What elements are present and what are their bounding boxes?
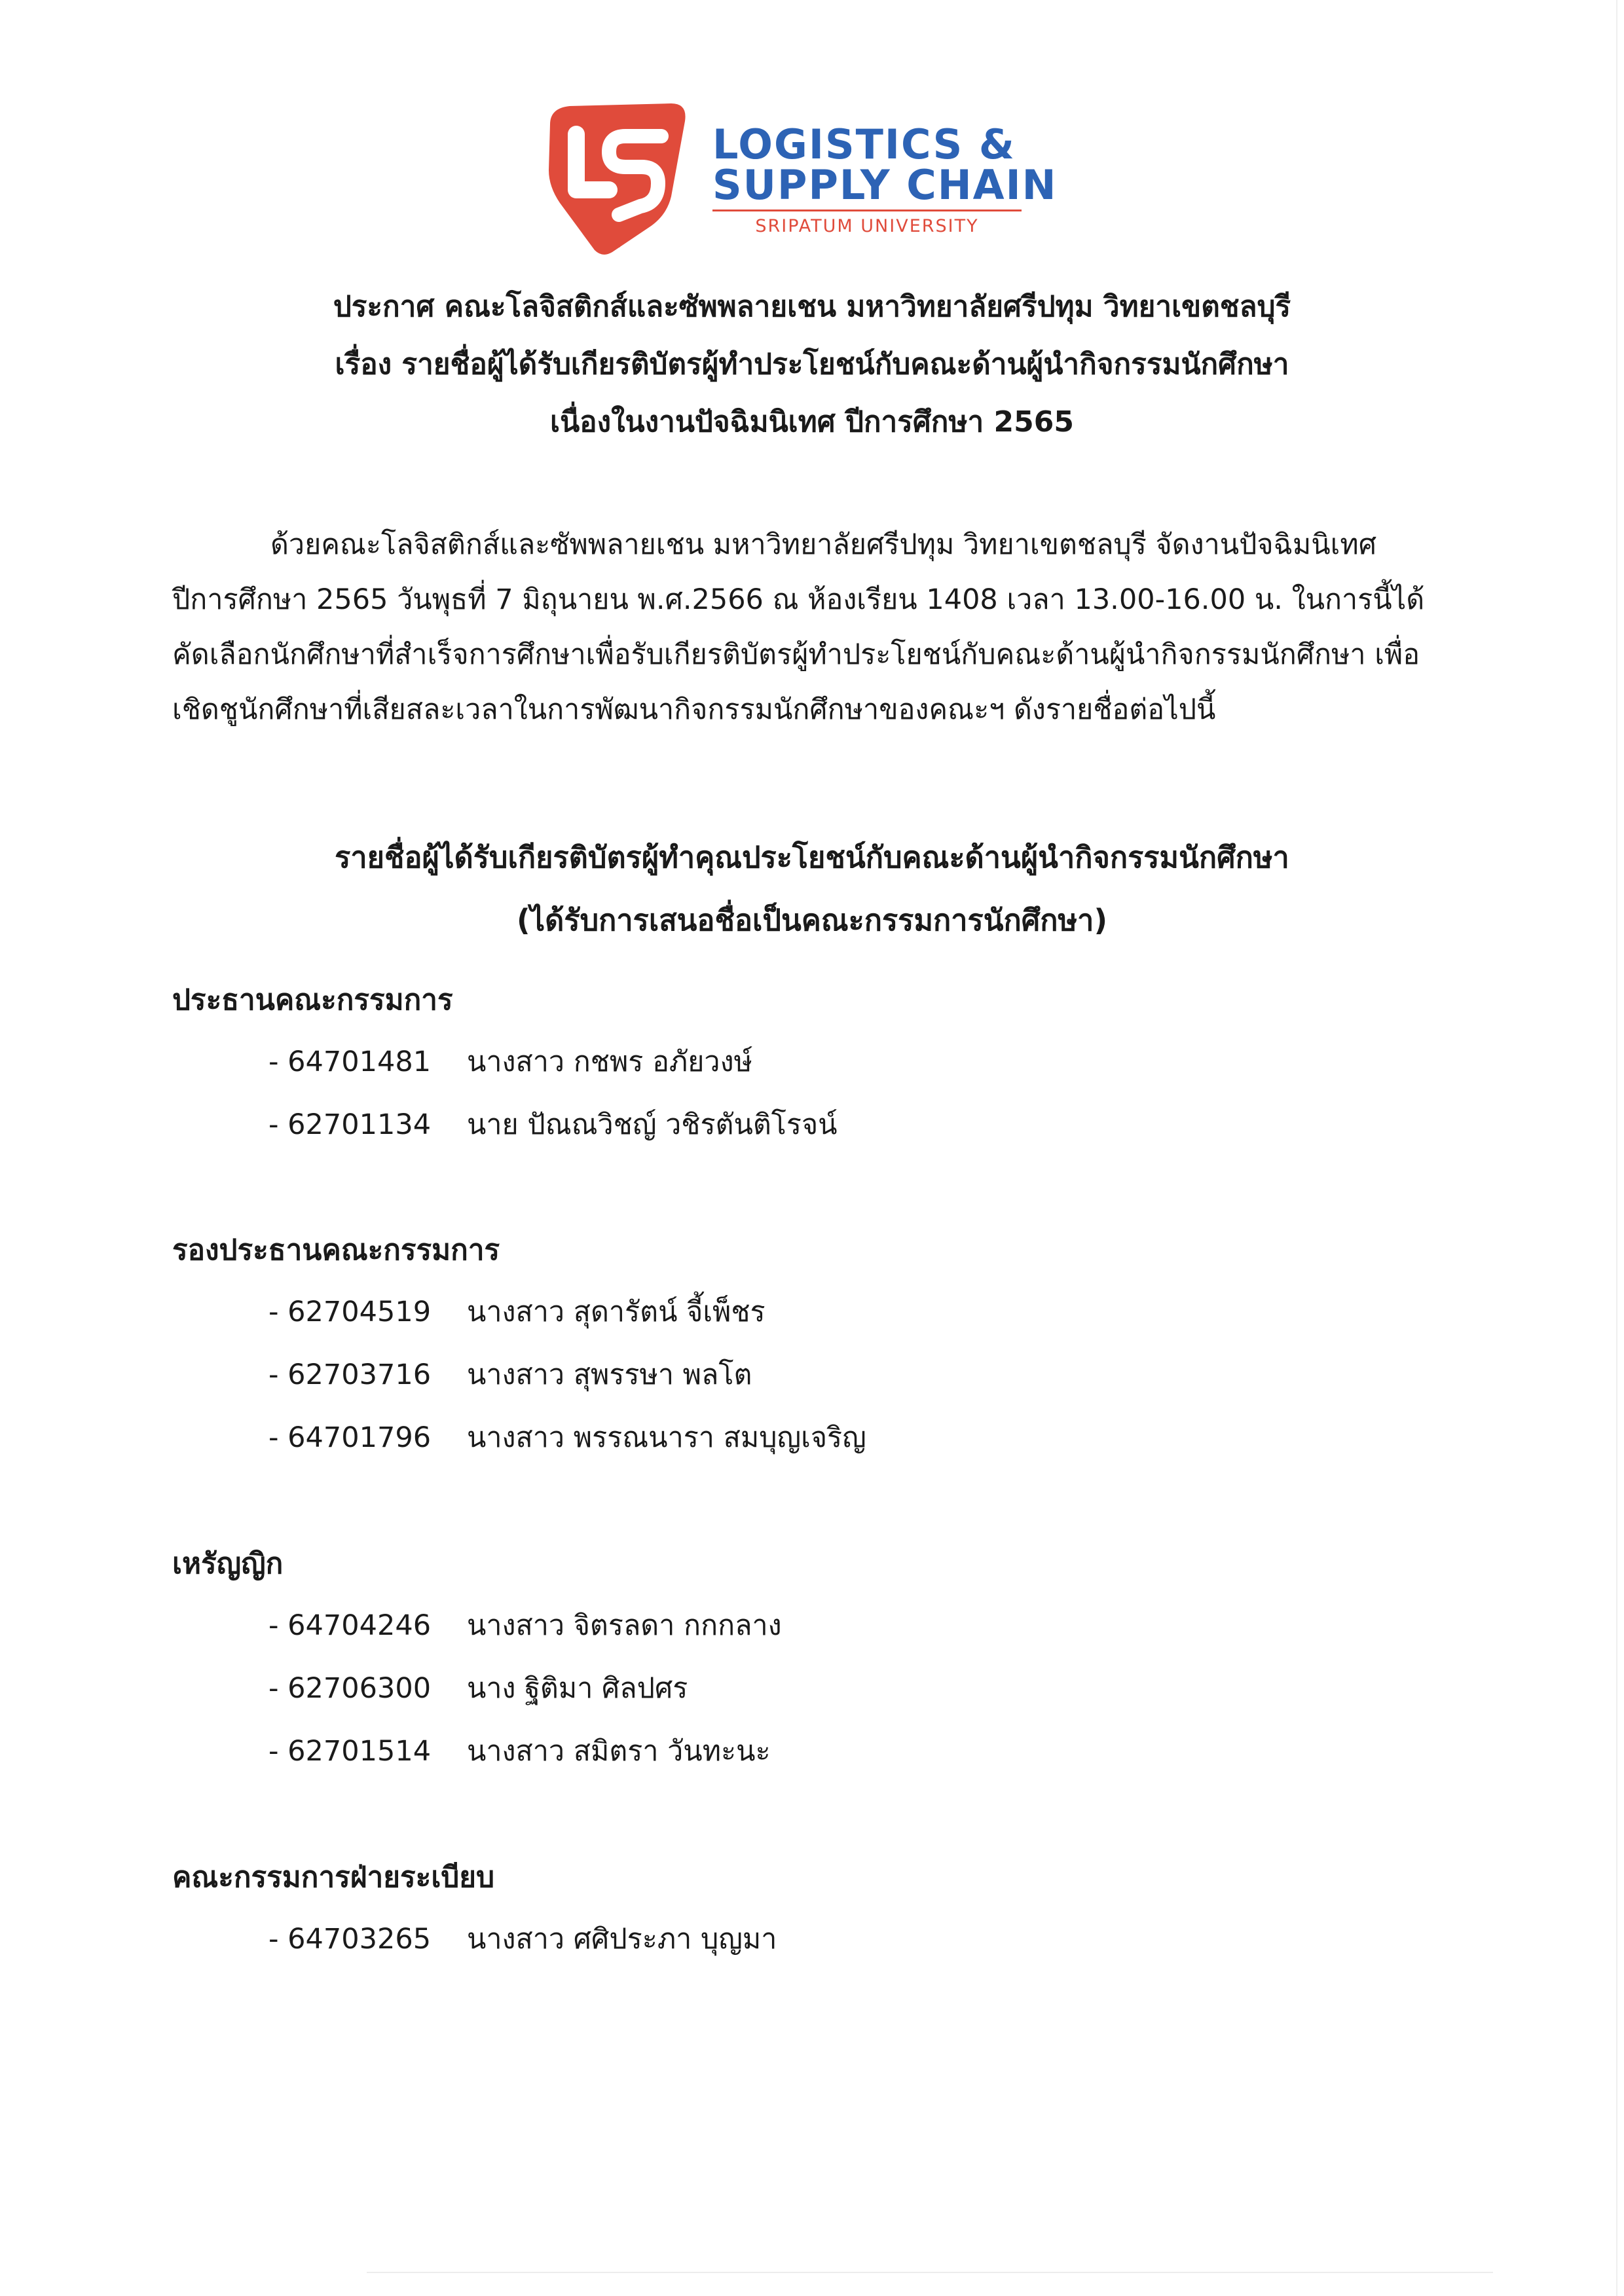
announcement-header: [131, 278, 1493, 451]
member-row: [172, 1417, 1220, 1480]
scan-edge: [1616, 0, 1617, 2296]
section-vice-chairman: [172, 1230, 1220, 1480]
scan-artifact-line: [367, 2272, 1493, 2273]
student-name: นางสาว สมิตรา วันทะนะ: [467, 1735, 771, 1768]
section-discipline-committee: [172, 1857, 1220, 1981]
logo-title-line1: LOGISTICS &: [712, 120, 1016, 168]
list-title-line-1: รายชื่อผู้ได้รับเกียรติบัตรผู้ทำคุณประโยชน์กับคณะด้านผู้นำกิจกรรมนักศึกษา: [335, 840, 1289, 875]
announcement-body: [172, 517, 1430, 737]
list-title-line-2: (ได้รับการเสนอชื่อเป็นคณะกรรมการนักศึกษา): [516, 903, 1108, 938]
student-name: นางสาว สุพรรษา พลโต: [467, 1358, 752, 1391]
student-name: นางสาว ศศิประภา บุญมา: [467, 1923, 777, 1956]
member-row: [172, 1730, 1220, 1793]
header-line-3: เนื่องในงานปัจฉิมนิเทศ ปีการศึกษา 2565: [550, 405, 1074, 439]
member-row: [172, 1291, 1220, 1354]
header-line-1: ประกาศ คณะโลจิสติกส์และซัพพลายเชน มหาวิทยาลัยศรีปทุม วิทยาเขตชลบุรี: [333, 290, 1291, 323]
svg-text:LS: LS: [616, 244, 621, 249]
section-treasurer: [172, 1543, 1220, 1793]
body-line-1: ด้วยคณะโลจิสติกส์และซัพพลายเชน มหาวิทยาลัยศรีปทุม วิทยาเขตชลบุรี จัดงานปัจฉิมนิเทศ: [270, 528, 1376, 561]
member-row: [172, 1041, 1220, 1104]
logo-title-line2: SUPPLY CHAIN: [712, 161, 1058, 209]
student-id: - 64701796: [268, 1421, 432, 1454]
member-row: [172, 1918, 1220, 1981]
student-name: นาย ปัณณวิชญ์ วชิรตันติโรจน์: [467, 1108, 838, 1141]
student-name: นางสาว จิตรลดา กกกลาง: [467, 1609, 782, 1642]
section-heading: ประธานคณะกรรมการ: [172, 983, 453, 1017]
member-row: [172, 1104, 1220, 1167]
body-line-3: คัดเลือกนักศึกษาที่สำเร็จการศึกษาเพื่อรับเกียรติบัตรผู้ทำประโยชน์กับคณะด้านผู้นำกิจกรรมนักศึกษา เพื่อ: [172, 638, 1420, 671]
body-line-2: ปีการศึกษา 2565 วันพุธที่ 7 มิถุนายน พ.ศ.2566 ณ ห้องเรียน 1408 เวลา 13.00-16.00 น. ในการนี้ได้: [172, 583, 1425, 616]
student-id: - 62703716: [268, 1358, 432, 1391]
student-name: นางสาว สุดารัตน์ จี้เพ็ชร: [467, 1296, 766, 1328]
logo-title: [712, 120, 1058, 209]
student-id: - 62704519: [268, 1296, 432, 1328]
body-line-4: เชิดชูนักศึกษาที่เสียสละเวลาในการพัฒนากิจกรรมนักศึกษาของคณะฯ ดังรายชื่อต่อไปนี้: [172, 693, 1216, 726]
logo-divider: [712, 210, 1022, 211]
student-id: - 62701134: [268, 1108, 432, 1141]
student-id: - 62706300: [268, 1672, 432, 1705]
header-line-2: เรื่อง รายชื่อผู้ได้รับเกียรติบัตรผู้ทำประโยชน์กับคณะด้านผู้นำกิจกรรมนักศึกษา: [335, 348, 1289, 381]
section-heading: คณะกรรมการฝ่ายระเบียบ: [172, 1861, 494, 1894]
section-heading: เหรัญญิก: [172, 1547, 284, 1580]
faculty-logo: [537, 98, 1058, 255]
student-name: นางสาว กชพร อภัยวงษ์: [467, 1046, 752, 1078]
list-title: [131, 826, 1493, 952]
student-id: - 64704246: [268, 1609, 432, 1642]
member-row: [172, 1667, 1220, 1730]
student-name: นางสาว พรรณนารา สมบุญเจริญ: [467, 1421, 866, 1454]
student-id: - 64701481: [268, 1046, 432, 1078]
student-id: - 62701514: [268, 1735, 432, 1768]
section-heading: รองประธานคณะกรรมการ: [172, 1233, 500, 1267]
student-id: - 64703265: [268, 1923, 432, 1956]
logo-mark-icon: [537, 98, 694, 255]
member-row: [172, 1605, 1220, 1667]
member-row: [172, 1354, 1220, 1417]
logo-subtitle: SRIPATUM UNIVERSITY: [755, 216, 979, 236]
student-name: นาง ฐิติมา ศิลปศร: [467, 1672, 688, 1705]
section-chairman: [172, 979, 1220, 1167]
